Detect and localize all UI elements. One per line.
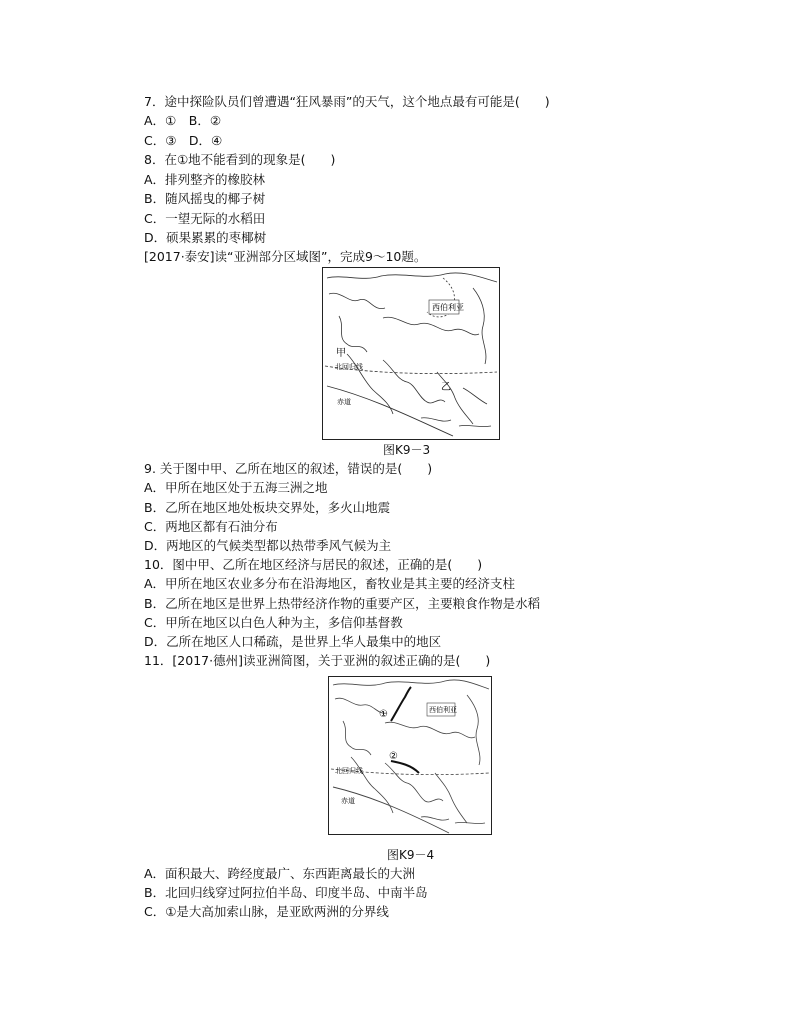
q9-option-c: C．两地区都有石油分布	[144, 519, 278, 534]
q9-option-d: D．两地区的气候类型都以热带季风气候为主	[144, 538, 392, 553]
q9-stem: 9. 关于图中甲、乙所在地区的叙述，错误的是( )	[144, 461, 433, 476]
figure-2-caption: 图K9－4	[387, 848, 435, 862]
region-jia-label: 甲	[336, 348, 346, 359]
q10-option-a: A．甲所在地区农业多分布在沿海地区，畜牧业是其主要的经济支柱	[144, 576, 516, 591]
q7-stem: 7．途中探险队员们曾遭遇“狂风暴雨”的天气，这个地点最有可能是( )	[144, 94, 550, 109]
q9-option-a: A．甲所在地区处于五海三洲之地	[144, 480, 328, 495]
q8-option-b: B．随风摇曳的椰子树	[144, 191, 266, 206]
tropic-label-2: 北回归线	[335, 767, 363, 775]
asia-map-1-drawing	[323, 268, 499, 439]
q10-option-b: B．乙所在地区是世界上热带经济作物的重要产区，主要粮食作物是水稻	[144, 596, 541, 611]
q7-options-cd: C．③ D．④	[144, 133, 223, 148]
q10-option-d: D．乙所在地区人口稀疏，是世界上华人最集中的地区	[144, 634, 442, 649]
marker-1-label: ①	[379, 709, 388, 720]
siberia-label-2: 西伯利亚	[429, 706, 457, 714]
q11-option-b: B．北回归线穿过阿拉伯半岛、印度半岛、中南半岛	[144, 885, 428, 900]
q8-option-d: D．硕果累累的枣椰树	[144, 230, 267, 245]
q7-options-ab: A．① B．②	[144, 113, 222, 128]
q10-option-c: C．甲所在地区以白色人种为主，多信仰基督教	[144, 615, 403, 630]
q9-option-b: B．乙所在地区地处板块交界处，多火山地震	[144, 500, 391, 515]
intro-9-10: [2017·泰安]读“亚洲部分区域图”，完成9～10题。	[144, 249, 427, 264]
q11-stem: 11．[2017·德州]读亚洲简图，关于亚洲的叙述正确的是( )	[144, 653, 491, 668]
marker-2-label: ②	[389, 751, 398, 762]
q8-stem: 8．在①地不能看到的现象是( )	[144, 152, 336, 167]
q8-option-a: A．排列整齐的橡胶林	[144, 172, 266, 187]
equator-label-1: 赤道	[337, 398, 351, 406]
q11-option-c: C．①是大高加索山脉，是亚欧两洲的分界线	[144, 904, 389, 919]
q10-stem: 10．图中甲、乙所在地区经济与居民的叙述，正确的是( )	[144, 557, 483, 572]
q11-option-a: A．面积最大、跨经度最广、东西距离最长的大洲	[144, 866, 416, 881]
equator-label-2: 赤道	[341, 797, 355, 805]
figure-1-caption: 图K9－3	[383, 443, 431, 457]
tropic-label-1: 北回归线	[335, 363, 363, 371]
asia-map-figure-1	[322, 267, 500, 440]
asia-map-figure-2	[328, 676, 492, 835]
siberia-label-1: 西伯利亚	[432, 303, 464, 312]
q8-option-c: C．一望无际的水稻田	[144, 211, 266, 226]
region-yi-label: 乙	[441, 382, 451, 393]
asia-map-2-drawing	[329, 677, 491, 834]
